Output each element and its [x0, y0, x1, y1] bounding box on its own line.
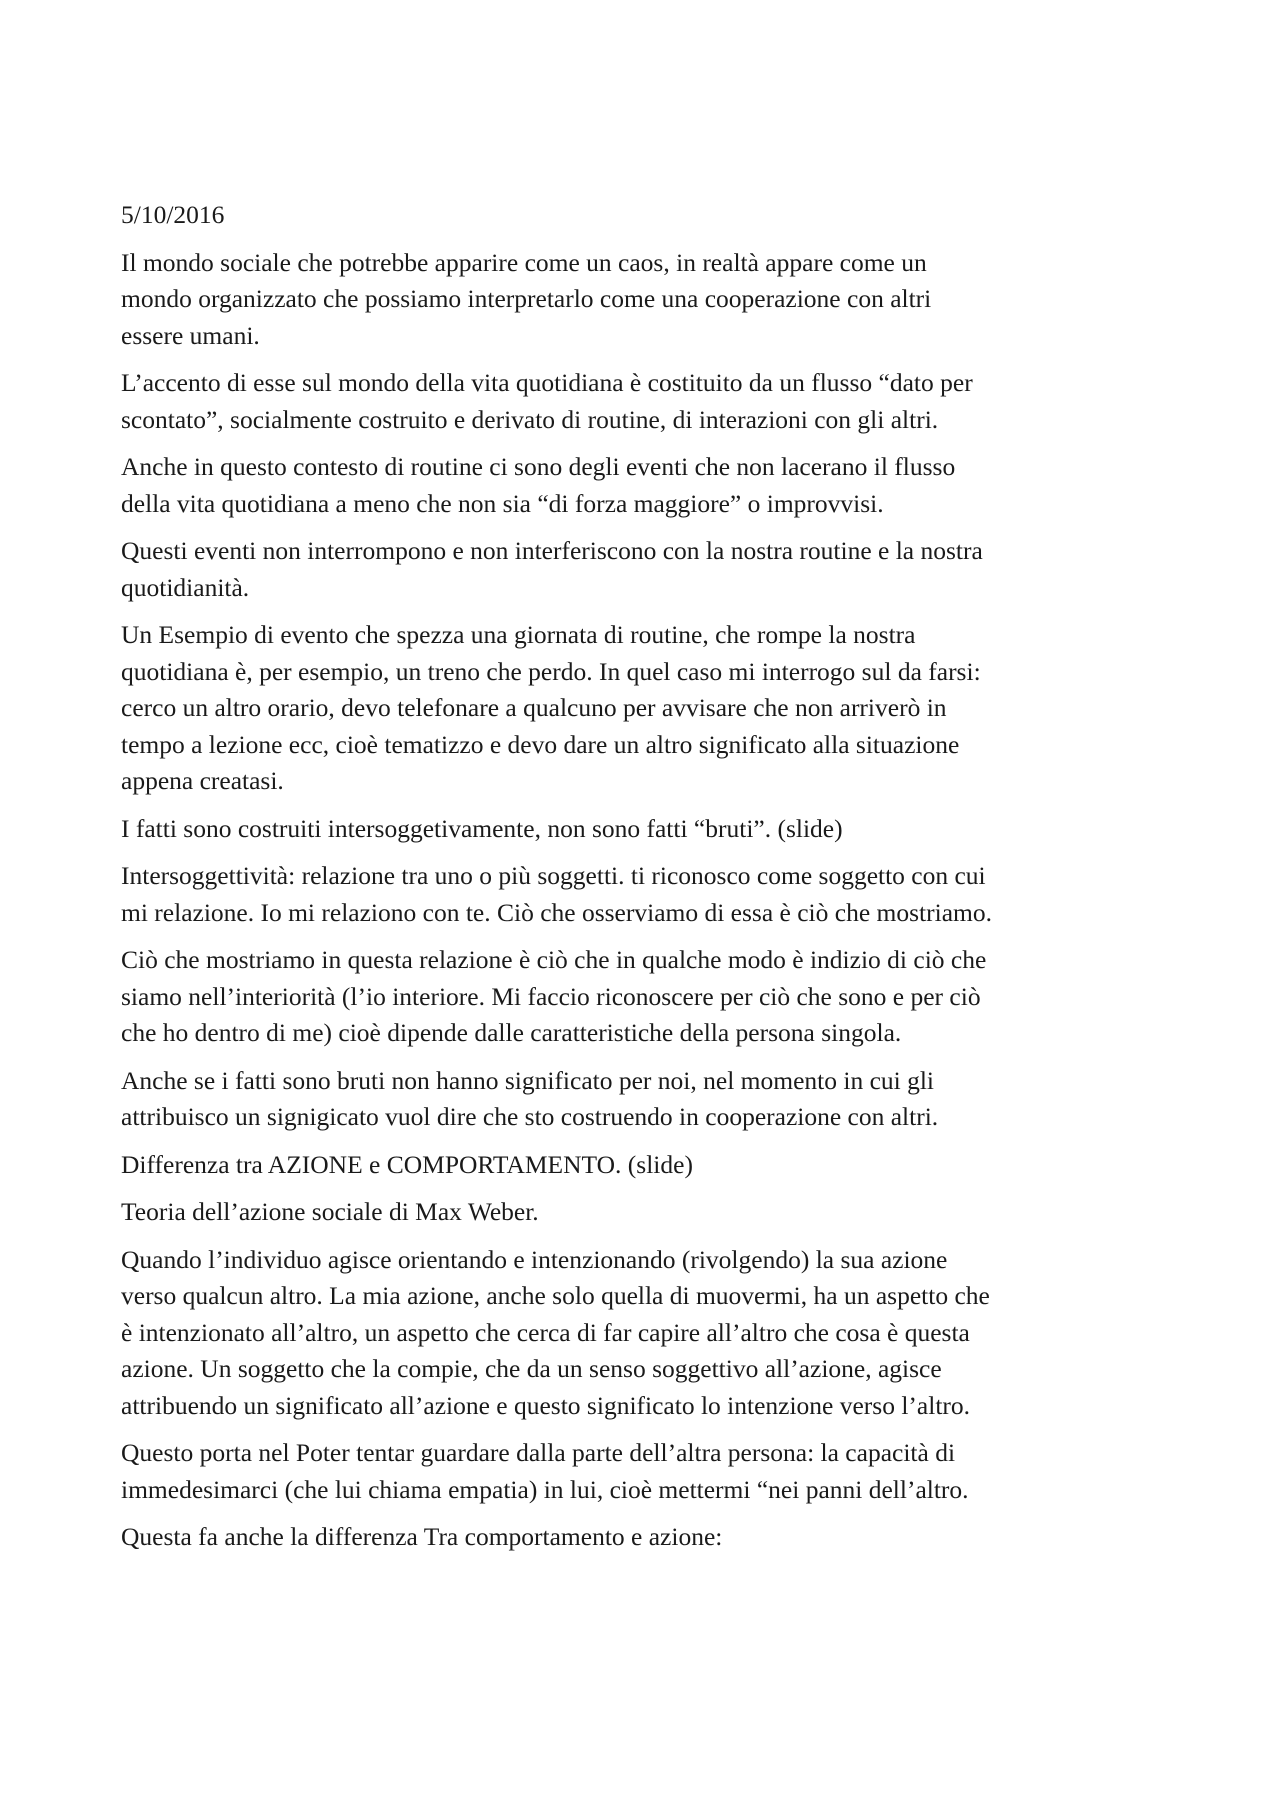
paragraph [121, 1242, 1161, 1425]
paragraph [121, 449, 1161, 522]
paragraph [121, 1147, 1161, 1184]
text-line: Ciò che mostriamo in questa relazione è ciò che in qualche modo è indizio di ciò che [121, 945, 987, 974]
text-line: Un Esempio di evento che spezza una giornata di routine, che rompe la nostra [121, 620, 916, 649]
text-line: Questa fa anche la differenza Tra comportamento e azione: [121, 1522, 723, 1551]
paragraph [121, 617, 1161, 800]
text-line: I fatti sono costruiti intersoggetivamente, non sono fatti “bruti”. (slide) [121, 813, 843, 843]
text-line: cerco un altro orario, devo telefonare a qualcuno per avvisare che non arriverò in [121, 693, 947, 722]
text-line: attribuisco un signigicato vuol dire che sto costruendo in cooperazione con altri. [121, 1102, 939, 1131]
text-line: immedesimarci (che lui chiama empatia) in lui, cioè mettermi “nei panni dell’altro. [121, 1474, 969, 1504]
text-line: Anche in questo contesto di routine ci sono degli eventi che non lacerano il flusso [121, 452, 956, 481]
paragraph-list [121, 245, 1161, 1556]
paragraph [121, 1063, 1161, 1136]
text-line: azione. Un soggetto che la compie, che da un senso soggettivo all’azione, agisce [121, 1354, 942, 1383]
document-body [121, 197, 1161, 1567]
text-line: Differenza tra AZIONE e COMPORTAMENTO. (slide) [121, 1149, 693, 1179]
text-line: tempo a lezione ecc, cioè tematizzo e devo dare un altro significato alla situazione [121, 729, 960, 759]
text-line: appena creatasi. [121, 766, 284, 795]
text-line: quotidiana è, per esempio, un treno che perdo. In quel caso mi interrogo sul da farsi: [121, 656, 981, 686]
text-line: essere umani. [121, 320, 260, 350]
text-line: siamo nell’interiorità (l’io interiore. Mi faccio riconoscere per ciò che sono e per ciò [121, 981, 981, 1011]
text-line: Intersoggettività: relazione tra uno o più soggetti. ti riconosco come soggetto con cui [121, 861, 986, 890]
text-line: mondo organizzato che possiamo interpretarlo come una cooperazione con altri [121, 284, 932, 313]
paragraph [121, 245, 1161, 355]
text-line: L’accento di esse sul mondo della vita quotidiana è costituito da un flusso “dato per [121, 368, 973, 397]
paragraph [121, 942, 1161, 1052]
text-line: attribuendo un significato all’azione e questo significato lo intenzione verso l’altro. [121, 1390, 971, 1420]
paragraph [121, 811, 1161, 848]
text-line: Questi eventi non interrompono e non interferiscono con la nostra routine e la nostra [121, 536, 983, 565]
text-line: Questo porta nel Poter tentar guardare dalla parte dell’altra persona: la capacità di [121, 1438, 956, 1467]
paragraph [121, 365, 1161, 438]
document-date: 5/10/2016 [121, 200, 225, 229]
text-line: della vita quotidiana a meno che non sia “di forza maggiore” o improvvisi. [121, 488, 884, 518]
text-line: Teoria dell’azione sociale di Max Weber. [121, 1197, 539, 1226]
text-line: quotidianità. [121, 572, 250, 602]
paragraph [121, 1519, 1161, 1556]
paragraph [121, 858, 1161, 931]
text-line: Anche se i fatti sono bruti non hanno significato per noi, nel momento in cui gli [121, 1065, 935, 1095]
paragraph [121, 1194, 1161, 1231]
text-line: mi relazione. Io mi relaziono con te. Ciò che osserviamo di essa è ciò che mostriamo. [121, 897, 992, 927]
text-line: che ho dentro di me) cioè dipende dalle caratteristiche della persona singola. [121, 1018, 902, 1047]
text-line: Quando l’individuo agisce orientando e intenzionando (rivolgendo) la sua azione [121, 1244, 948, 1274]
text-line: verso qualcun altro. La mia azione, anche solo quella di muovermi, ha un aspetto che [121, 1281, 990, 1310]
paragraph [121, 1435, 1161, 1508]
text-line: Il mondo sociale che potrebbe apparire come un caos, in realtà appare come un [121, 247, 927, 277]
text-line: scontato”, socialmente costruito e derivato di routine, di interazioni con gli altri. [121, 404, 939, 434]
text-line: è intenzionato all’altro, un aspetto che cerca di far capire all’altro che cosa è questa [121, 1317, 970, 1347]
paragraph [121, 533, 1161, 606]
